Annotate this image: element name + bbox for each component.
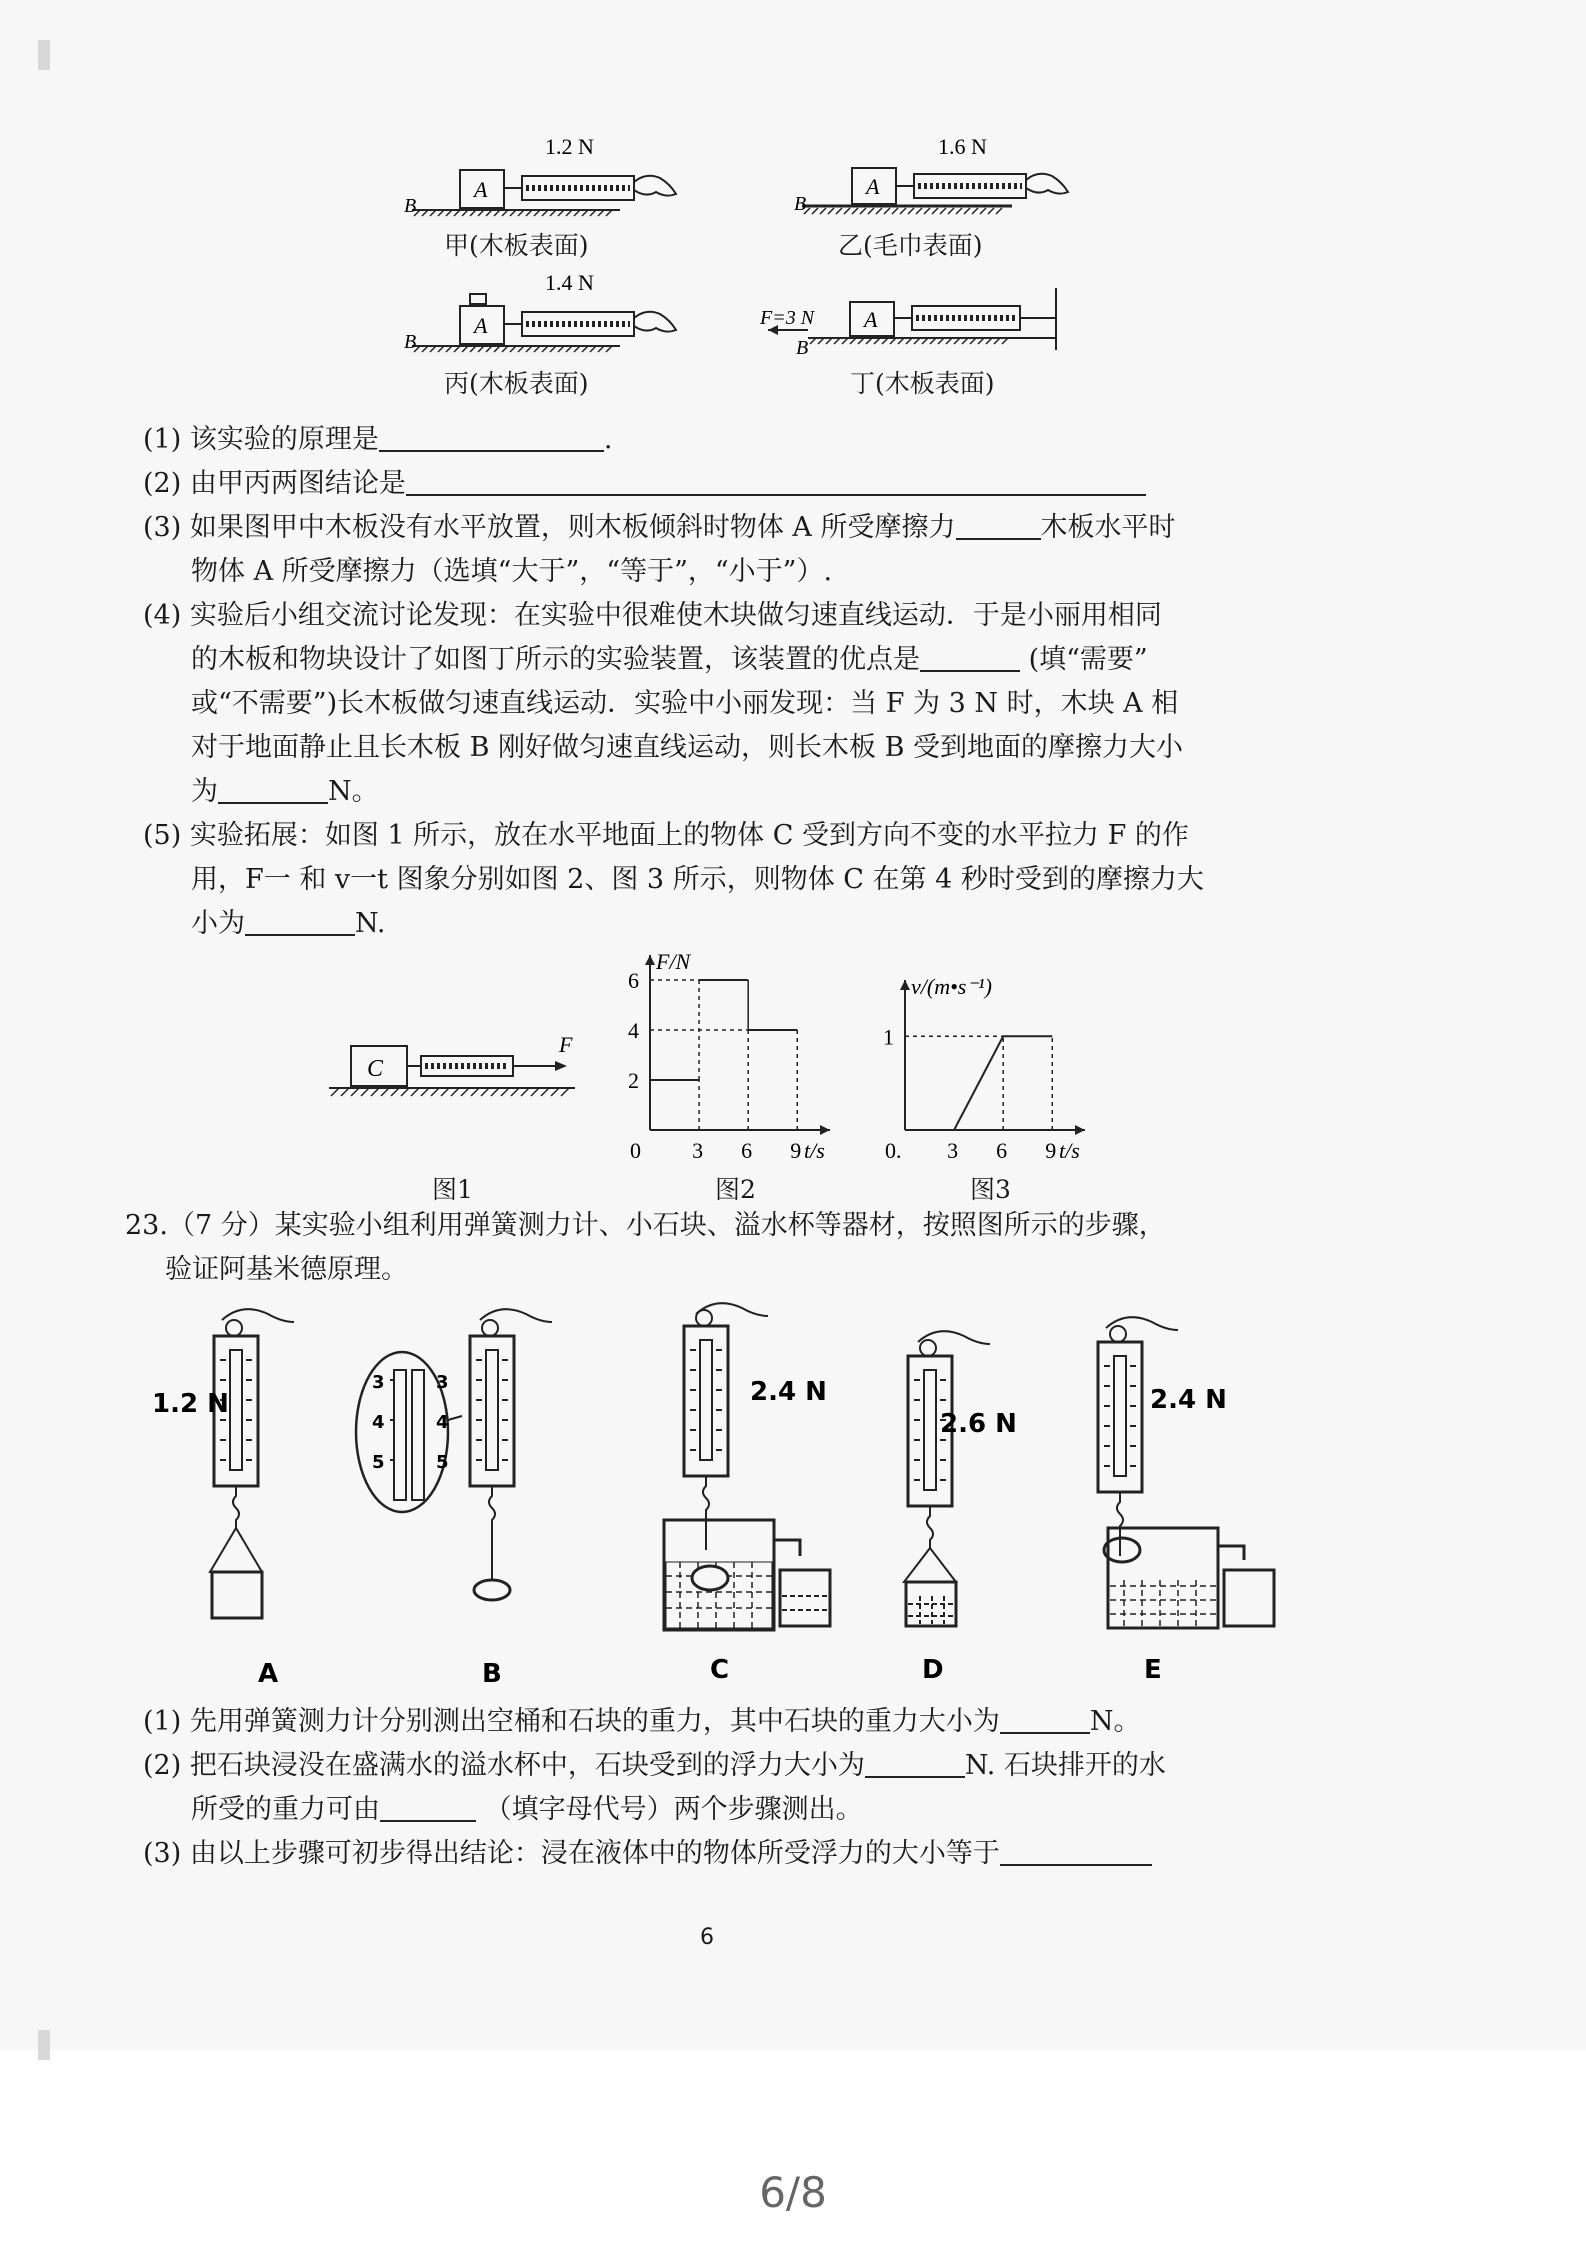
answer-blank[interactable] — [865, 1746, 965, 1778]
setup-a — [152, 1309, 294, 1618]
q23-part2: (2) 把石块浸没在盛满水的溢水杯中，石块受到的浮力大小为 N. 石块排开的水 所受的重力可由 （填字母代号）两个步骤测出。 — [143, 1744, 1303, 1832]
force-f-label: F — [559, 1032, 573, 1057]
figure-yi — [790, 130, 1090, 260]
force-reading: 1.6 N — [938, 134, 987, 159]
y-axis-arrow — [645, 955, 655, 965]
block-label: A — [864, 307, 878, 332]
caption-fig2: 图2 — [715, 1175, 756, 1204]
figure-1 — [325, 1030, 585, 1110]
q23-part1: (1) 先用弹簧测力计分别测出空桶和石块的重力，其中石块的重力大小为 N。 — [143, 1700, 1303, 1744]
answer-blank[interactable] — [379, 420, 604, 452]
reading-d: 2.6 N — [940, 1409, 1017, 1439]
figure-jia — [400, 130, 700, 260]
label-d: D — [922, 1655, 944, 1685]
y-tick-label: 6 — [628, 968, 639, 993]
series-line — [954, 1036, 1052, 1130]
zoom-tick: 3 — [372, 1372, 385, 1393]
figure-3-chart — [875, 960, 1115, 1170]
caption-bing: 丙(木板表面) — [444, 369, 589, 398]
x-axis-arrow — [1075, 1125, 1085, 1135]
x-tick-label: 9 — [790, 1138, 802, 1163]
scan-edge-mark — [38, 2030, 50, 2060]
q23-title: 23.（7 分）某实验小组利用弹簧测力计、小石块、溢水杯等器材，按照图所示的步骤， 验证阿基米德原理。 — [125, 1210, 1166, 1285]
x-axis-label: t/s — [804, 1138, 825, 1163]
board-label: B — [404, 331, 417, 353]
x-axis-arrow — [820, 1125, 830, 1135]
zoom-tick: 4 — [436, 1412, 449, 1433]
y-axis-label: v/(m•s⁻¹) — [911, 974, 992, 999]
answer-blank[interactable] — [218, 772, 328, 804]
block-label: A — [474, 313, 488, 338]
caption-yi: 乙(毛巾表面) — [838, 231, 983, 260]
reading-c: 2.4 N — [750, 1377, 827, 1407]
answer-blank[interactable] — [956, 508, 1041, 540]
q22-part5: (5) 实验拓展：如图 1 所示，放在水平地面上的物体 C 受到方向不变的水平拉力 F 的作 用，F一 和 v一t 图象分别如图 2、图 3 所示，则物体 C 在第 4 秒时受到的摩擦力大 小为 N. — [143, 820, 1204, 939]
answer-blank[interactable] — [406, 464, 1146, 496]
board-label: B — [796, 337, 809, 359]
force-label: F=3 N — [760, 307, 815, 329]
page-number: 6 — [700, 1925, 714, 1950]
setup-c — [664, 1303, 830, 1630]
q23-part3: (3) 由以上步骤可初步得出结论：浸在液体中的物体所受浮力的大小等于 — [143, 1832, 1303, 1876]
origin-label: 0. — [885, 1138, 902, 1163]
y-axis-label: F/N — [656, 949, 691, 974]
caption-jia: 甲(木板表面) — [444, 231, 589, 260]
answer-blank[interactable] — [245, 904, 355, 936]
setup-e — [1098, 1317, 1274, 1628]
force-reading: 1.2 N — [545, 134, 594, 159]
label-c: C — [710, 1655, 730, 1685]
q22-part4: (4) 实验后小组交流讨论发现：在实验中很难使木块做匀速直线运动．于是小丽用相同 的木板和物块设计了如图丁所示的实验装置，该装置的优点是 (填“需要” 或“不需要”)长木板做匀速直线运动．实验中小丽发现：当 F 为 3 N 时，木块 A 相 对于地面静止且长木板 B 刚好做匀速直线运动，则长木板 B 受到地面的摩擦力大小 为 N。 — [143, 600, 1184, 807]
caption-fig3: 图3 — [970, 1175, 1011, 1204]
q22-part1: (1) 该实验的原理是 . — [143, 418, 1303, 462]
zoom-tick: 4 — [372, 1412, 385, 1433]
force-reading: 1.4 N — [545, 270, 594, 295]
reading-a: 1.2 N — [152, 1389, 229, 1419]
reading-e: 2.4 N — [1150, 1385, 1227, 1415]
x-tick-label: 6 — [741, 1138, 753, 1163]
answer-blank[interactable] — [1000, 1834, 1152, 1866]
block-c-label: C — [367, 1056, 384, 1082]
figure-bing — [400, 268, 700, 398]
y-tick-label: 1 — [883, 1024, 894, 1050]
board-label: B — [404, 195, 417, 217]
label-a: A — [258, 1659, 279, 1689]
caption-fig1: 图1 — [432, 1175, 473, 1204]
scan-edge-mark — [38, 40, 50, 70]
label-e: E — [1144, 1655, 1162, 1685]
answer-blank[interactable] — [920, 640, 1020, 672]
x-tick-label: 3 — [692, 1138, 704, 1163]
q23-figures — [150, 1300, 1290, 1700]
answer-blank[interactable] — [1000, 1702, 1090, 1734]
block-label: A — [474, 177, 488, 202]
q22-part3: (3) 如果图甲中木板没有水平放置，则木板倾斜时物体 A 所受摩擦力 木板水平时 物体 A 所受摩擦力（选填“大于”，“等于”，“小于”）. — [143, 506, 1303, 594]
x-tick-label: 3 — [947, 1138, 959, 1163]
x-tick-label: 6 — [996, 1138, 1008, 1163]
q22-part2: (2) 由甲丙两图结论是 — [143, 462, 1303, 506]
x-axis-label: t/s — [1059, 1138, 1080, 1163]
setup-b — [356, 1309, 552, 1600]
origin-label: 0 — [630, 1138, 641, 1163]
zoom-tick: 5 — [372, 1452, 385, 1473]
x-tick-label: 9 — [1045, 1138, 1057, 1163]
board-label: B — [794, 193, 807, 215]
caption-ding: 丁(木板表面) — [850, 369, 995, 398]
viewer-page-indicator: 6/8 — [759, 2168, 827, 2217]
setup-d — [904, 1331, 1017, 1626]
zoom-tick: 3 — [436, 1372, 449, 1393]
answer-blank[interactable] — [380, 1790, 476, 1822]
figure-2-chart — [620, 940, 860, 1170]
y-tick-label: 4 — [628, 1018, 639, 1043]
figure-ding — [760, 282, 1080, 398]
block-label: A — [866, 174, 880, 199]
label-b: B — [482, 1659, 502, 1689]
y-tick-label: 2 — [628, 1068, 639, 1093]
y-axis-arrow — [900, 980, 910, 990]
zoom-tick: 5 — [436, 1452, 449, 1473]
